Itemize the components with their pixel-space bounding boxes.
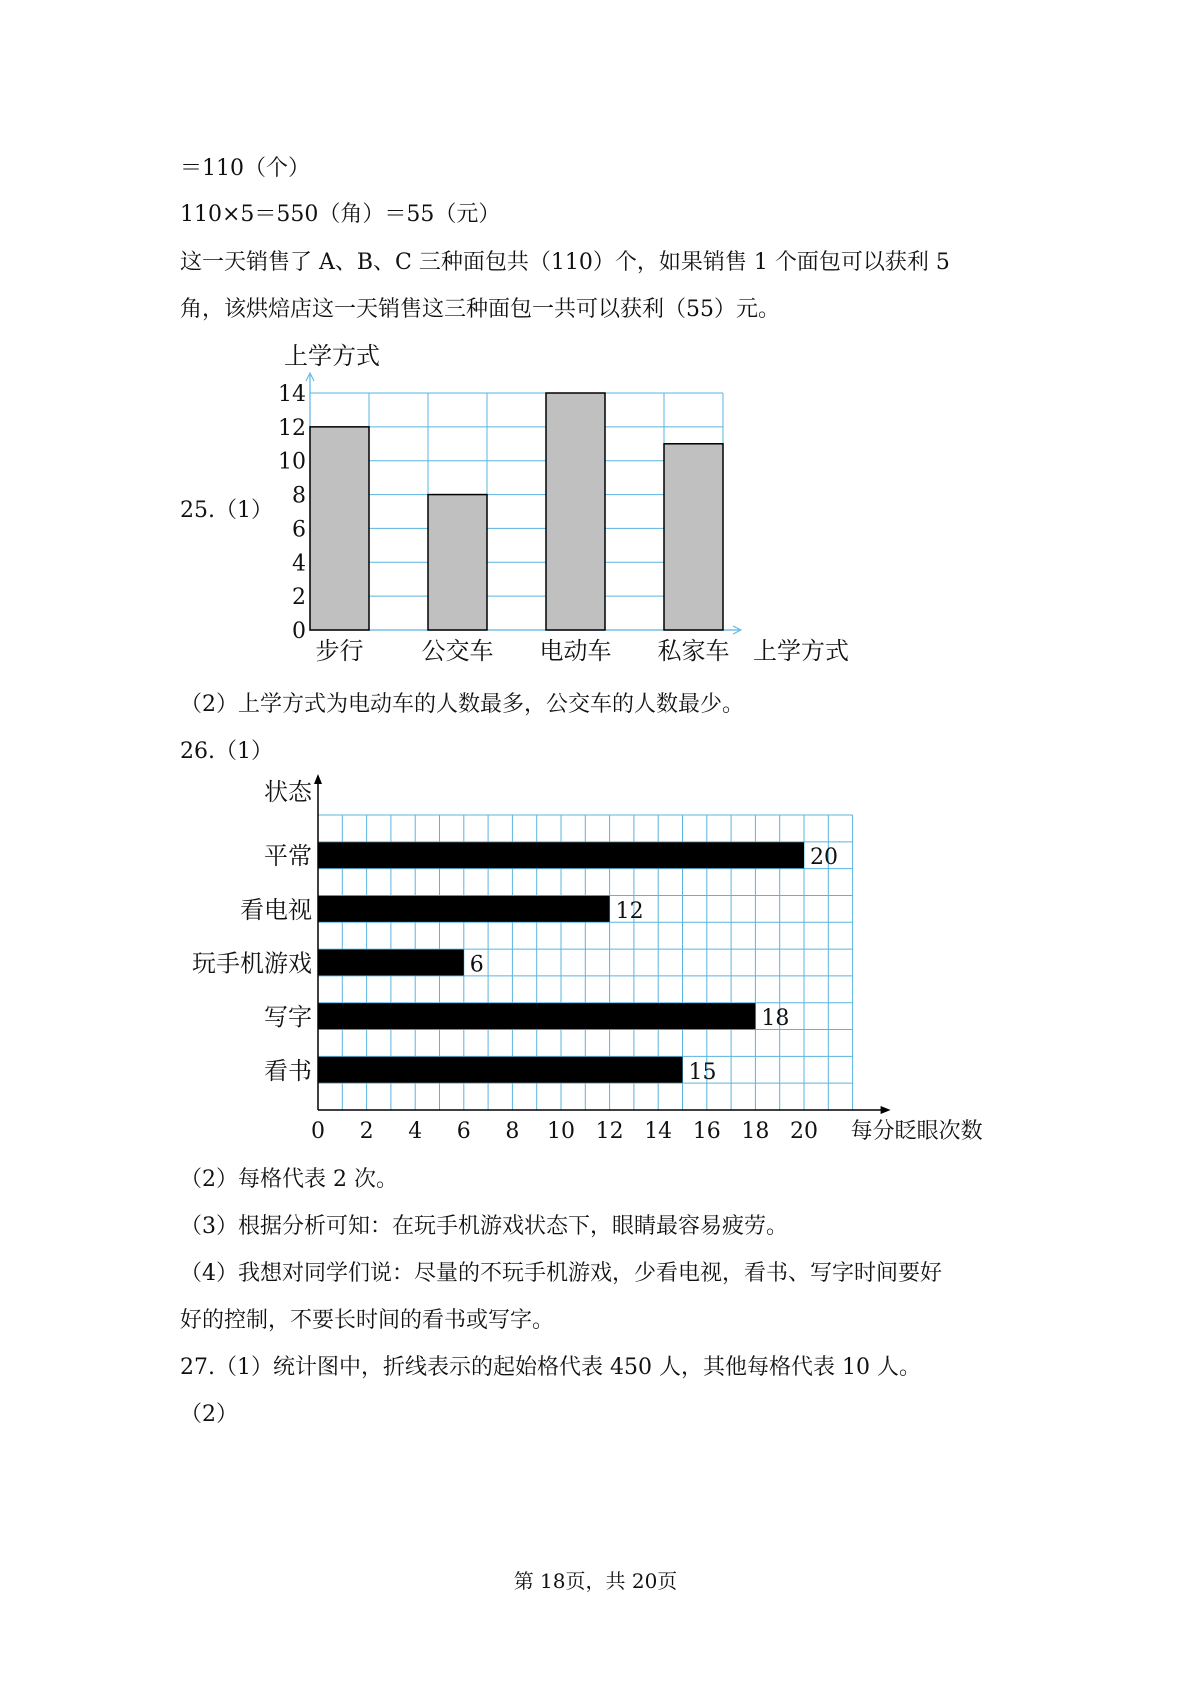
text-line-4: 角，该烘焙店这一天销售这三种面包一共可以获利（55）元。 <box>180 297 780 322</box>
text-line-3: 这一天销售了 A、B、C 三种面包共（110）个，如果销售 1 个面包可以获利 5 <box>180 250 950 275</box>
x-axis-arrow <box>881 1106 891 1114</box>
x-tick-label: 0 <box>311 1119 325 1144</box>
bar-玩手机游戏 <box>318 950 464 976</box>
x-tick-label: 公交车 <box>421 637 494 665</box>
bar-看书 <box>318 1057 683 1083</box>
q25-answer-2: （2）上学方式为电动车的人数最多，公交车的人数最少。 <box>180 692 744 717</box>
page-footer: 第 18页，共 20页 <box>513 1569 678 1593</box>
text-line-1: ＝110（个） <box>180 156 310 181</box>
y-tick-label: 14 <box>278 382 306 407</box>
y-tick-label: 2 <box>292 585 306 611</box>
x-axis-title: 上学方式 <box>753 637 849 665</box>
q26-answer-4-line2: 好的控制，不要长时间的看书或写字。 <box>180 1308 555 1333</box>
x-tick-label: 12 <box>595 1119 624 1144</box>
q26-answer-4-line1: （4）我想对同学们说：尽量的不玩手机游戏，少看电视，看书、写字时间要好 <box>180 1261 942 1286</box>
x-tick-label: 8 <box>505 1119 520 1144</box>
q26-answer-3: （3）根据分析可知：在玩手机游戏状态下，眼睛最容易疲劳。 <box>180 1214 788 1239</box>
q27-answer-1: 27.（1）统计图中，折线表示的起始格代表 450 人，其他每格代表 10 人。 <box>180 1355 921 1380</box>
x-tick-label: 18 <box>741 1119 770 1144</box>
y-tick-label: 0 <box>292 619 306 644</box>
q26-answer-2: （2）每格代表 2 次。 <box>180 1167 398 1192</box>
x-tick-label: 4 <box>408 1119 423 1144</box>
data-label: 18 <box>761 1006 790 1032</box>
x-tick-label: 2 <box>359 1119 374 1144</box>
y-tick-label: 8 <box>292 483 306 509</box>
y-tick-label: 写字 <box>264 1003 312 1032</box>
bar-看电视 <box>318 896 610 922</box>
x-tick-label: 10 <box>547 1119 575 1144</box>
x-tick-label: 电动车 <box>539 637 612 665</box>
data-label: 20 <box>810 845 838 871</box>
x-tick-label: 私家车 <box>657 637 730 665</box>
y-tick-label: 12 <box>278 415 306 441</box>
data-label: 15 <box>688 1059 717 1085</box>
y-tick-label: 10 <box>278 449 306 475</box>
chart-title: 上学方式 <box>284 342 380 370</box>
y-tick-label: 6 <box>292 517 306 543</box>
bar-平常 <box>318 842 804 868</box>
y-tick-label: 玩手机游戏 <box>192 949 312 978</box>
q27-answer-2: （2） <box>180 1402 238 1427</box>
q26-label: 26.（1） <box>180 739 273 764</box>
x-tick-label: 6 <box>456 1119 471 1144</box>
data-label: 6 <box>469 952 484 978</box>
q25-label: 25.（1） <box>180 498 273 523</box>
x-tick-label: 16 <box>692 1119 721 1144</box>
y-axis-title: 状态 <box>264 778 312 806</box>
y-tick-label: 4 <box>292 551 306 577</box>
y-tick-label: 看电视 <box>240 895 312 924</box>
x-tick-label: 步行 <box>315 637 364 665</box>
bar-写字 <box>318 1003 755 1029</box>
x-axis-title: 每分眨眼次数 <box>850 1119 983 1144</box>
x-tick-label: 14 <box>644 1119 673 1144</box>
y-axis-arrow <box>314 774 322 784</box>
data-label: 12 <box>615 898 644 924</box>
text-line-2: 110×5＝550（角）＝55（元） <box>180 202 501 227</box>
x-tick-label: 20 <box>790 1119 818 1144</box>
y-tick-label: 平常 <box>264 842 312 871</box>
y-tick-label: 看书 <box>264 1056 312 1085</box>
